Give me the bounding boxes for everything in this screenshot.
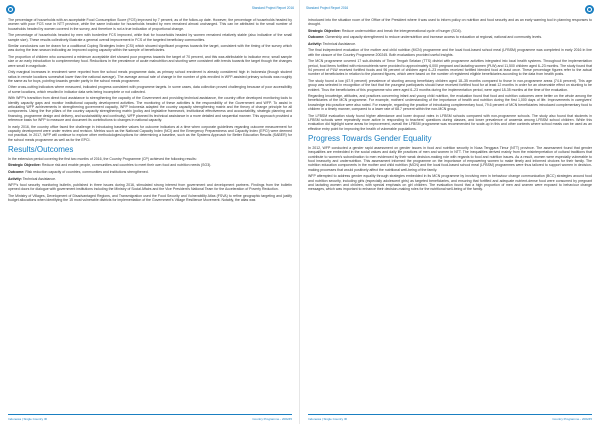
footer-rule xyxy=(308,414,592,415)
paragraph: In the extension period covering the first two months of 2016, the Country Programme (CP) achieved the following results: xyxy=(8,156,197,161)
activity xyxy=(8,177,292,181)
label: Outcome: xyxy=(308,35,325,40)
paragraph: The proportion of children who consumed a minimum acceptable diet showed poor progress towards the target of 70 percent, and this was attributable to indicator error, small sample size or an early introduction to complementary food. Reductions in the prevalence of acute malnutrition and stunting were consistent with trends towards the target though the changes were small in magnitude. xyxy=(8,54,292,68)
running-header: Standard Project Report 2016 xyxy=(306,6,349,10)
paragraph: Only marginal increases in enrolment were reported from the school meals programme data, as primary school enrolment is already considered high in Indonesia (though student ratios in remote locations somewhat lower than the national average). The average annual rate of change in the number of girls enrolled in WFP-assisted primary schools was roughly the same as for boys, pointing towards gender parity in the school meals programme. xyxy=(8,70,292,83)
paragraph: WFP's food security monitoring bulletin, published in three issues during 2016, stimulated strong interest from government and development partners. Findings from the bulletin opened doors for dialogue with government institutions including the Ministry of Social Affairs and the Vice President's National Team for the Acceleration of Poverty Reduction. xyxy=(8,183,292,192)
footer-right-text: Country Programme - 200245 xyxy=(252,417,292,421)
label: Outcome: xyxy=(8,169,25,174)
outcome xyxy=(308,35,592,39)
paragraph: In 2012, WFP conducted a gender rapid assessment on gender issues in food and nutrition security in Nusa Tenggara Timur (NTT) province. The assessment found that gender inequalities are embedded in the social values and daily life practices of men and women in NTT. The inequalities derived mainly from the misinterpretation of cultural traditions that contribute to women's subordination to men evidenced by their weak decision-making role with regards to food and nutrition issues. As a result, women were especially vulnerable to food insecurity and undernutrition. This assessment informed the programme on the importance of empowering women to make timely and informed choices for their family. The nutrition education components in the mother and child nutrition (MCN) and the local food-based school meal (LFBSM) programmes were thus tailored to support women in decision-making processes that would positively affect the nutritional well-being of the family. xyxy=(308,146,592,172)
gender-section-title: Progress Towards Gender Equality xyxy=(308,134,432,144)
value: Reduce undernutrition and break the intergenerational cycle of hunger (SO4). xyxy=(340,28,462,33)
left-page-content xyxy=(8,18,292,408)
paragraph: Similar conclusions can be drawn for a coalitional Coping Strategies Index (CSI) which showed significant progress towards the target, consistent with the timing of the survey which was during the lean season indicating an improved coping capacity within the sample of beneficiaries. xyxy=(8,44,292,53)
results-section-title: Results/Outcomes xyxy=(8,144,74,154)
left-footer xyxy=(0,414,300,424)
paragraph: The MCN programme covered 17 sub-districts of Timor Tengah Selatan (TTS) district with programme activities integrated into local health systems. Throughout the implementation period, food items fortified with micronutrients were provided to approximately 6,000 pregnant and lactating women (PLW) and 11,500 children aged 6–23 months. The study found that 94 percent of PLW received fortified foods and 96 percent of children aged 6–23 months received fortified blended food at least once. These percentage figures refer to the actual number of beneficiaries in relation to the planned figures, which were based on the number of registered eligible beneficiaries according to the data from health posts. xyxy=(308,59,592,77)
running-header: Standard Project Report 2016 xyxy=(251,6,294,10)
strategic-objective xyxy=(308,29,592,33)
footer-rule xyxy=(8,414,292,415)
wfp-logo-icon xyxy=(585,5,594,14)
paragraph: The percentage of households with an acceptable Food Consumption Score (FCS) improved by 7 percent, as of the follow-up date. However, the percentage of households headed by women with poor FCS rose in NTT province, while the same indicator for households headed by men remained almost unchanged. This can be attributed to the small number of households headed by women covered in the survey, and therefore is not a true indication of proportional change. xyxy=(8,18,292,31)
paragraph: WFP attempted to address gender equality through strategies embedded in its MCN programme by involving men in behaviour change communication (BCC) strategies around food and nutrition security, including girls (especially adolescent girls) as targeted beneficiaries, and ensuring that fortified and adequate nutrient-dense food were consumed by pregnant and lactating women and children, with special emphasis on girl children. The evaluation found that a high proportion of men and women were exposed to behaviour change messages, which was important to enhance their decision-making roles for the nutritional well-being of the family. xyxy=(308,174,592,192)
value: Technical Assistance. xyxy=(21,176,56,181)
right-page xyxy=(300,0,600,424)
wfp-logo-icon xyxy=(6,5,15,14)
right-page-content xyxy=(308,18,592,408)
paragraph: The LFBSM evaluation study found higher attendance and lower dropout rates in LFBSM schools compared with non-programme schools. The study also found that students in LFBSM schools were repeatedly more active in responding to teachers' questions during classes, and lower prevalence of anaemia among LFBSM school children. While this evaluation did highlight some areas for improvement, overall the LFBSM programme was recommended for scale-up in this and other contexts where school meals can be used as an effective entry point for improving the health of vulnerable populations. xyxy=(308,113,592,131)
paragraph: The final independent evaluation of the mother and child nutrition (MCN) programme and the local food-based school meal (LFBSM) programme was completed in early 2016 in line with the closure of the Country Programme 200245. Both evaluations provided useful insights. xyxy=(308,48,592,57)
label: Activity: xyxy=(8,176,22,181)
right-footer xyxy=(300,414,600,424)
paragraph: With WFP's transition from direct food assistance to strengthening the capacity of the Government and providing technical assistance, the country office developed monitoring tools to identify capacity gaps and monitor institutional capacity development activities. The monitoring of these activities is the responsibility of the Government and WFP. To assist in articulating WFP achievements in strengthening government capacity, WFP Indonesia adapted the country capacity strengthening matrix and the theory of change principle for all components. Using the five pillars of the country capacity strengthening matrix (policy and legislative framework, institutional effectiveness and accountability, strategic planning and financing, programme design and delivery, and sustainability and continuity), WFP planned its technical assistance in a more detailed and sequential manner. This approach provided a reference basis for WFP to measure and document its contributions to changes in national capacity. xyxy=(8,96,292,122)
footer-right-text: Country Programme - 200245 xyxy=(552,417,592,421)
value: Reduce risk and enable people, communities and countries to meet their own food and nutrition needs (SO3). xyxy=(40,163,212,168)
value: Risk reduction capacity of countries, communities and institutions strengthened. xyxy=(24,169,149,174)
paragraph: In early 2016, the country office faced the challenge in introducing baseline values for outcome indicators at a time when corporate guidelines regarding outcome measurement for capacity development were under review and revision. Metrics such as the National Capacity Index (NCI) and the Emergency Preparedness and Capacity Index (EPCI) were deemed not practical. In 2017, WFP will continue to explore other methodologies/options for determining a baseline, such as the Systems Approach for Better Education Results (SABER) for the school meals programme as well as for the EPCI. xyxy=(8,124,292,142)
outcome xyxy=(8,170,292,174)
activity xyxy=(308,42,592,46)
value: Ownership and capacity strengthened to reduce undernutrition and increase access to education at regional, national and community levels. xyxy=(324,35,543,40)
label: Strategic Objective: xyxy=(308,28,341,33)
strategic-objective xyxy=(8,163,292,167)
value: Technical Assistance. xyxy=(321,41,356,46)
label: Activity: xyxy=(308,41,322,46)
paragraph: The percentage of households headed by men with borderline FCS improved, while that for households headed by women remained relatively stable (also indicative of the small sample size). These results collectively illustrate a general overall improvement in FCS of the targeted beneficiary communities. xyxy=(8,33,292,42)
paragraph: The study found a low (67.9 percent) prevalence of stunting among beneficiary children aged 18–35 months compared to those in non-programme areas (74.6 percent). This age group was selected in recognition of the fact that the youngest participants should have received fortified food for at least 12 months in order for an observable effect on stunting to be evident. Thus the beneficiaries of this programme who were aged 6–23 months during the implementation period, were aged 18-35 months at the time of the evaluation. xyxy=(308,78,592,92)
footer-left-text: Indonesia | Single Country IR xyxy=(308,417,347,421)
paragraph: Other cross-cutting indicators where measured, indicated progress consistent with programme targets. In some cases, data collection proved challenging because of poor accessibility of some locations, which resulted in indicator data sets being incomplete or not collected. xyxy=(8,85,292,94)
paragraph: Regarding knowledge, attitudes, and practices concerning infant and young child nutrition, the evaluation found that food and nutrition outcomes were better on the whole among the beneficiaries of the MCN programme. For example, mothers' understanding of the importance of health and nutrition during the first 1,000 days of life. Improvements in caregivers' knowledge into practice were also noted. For example, regarding the practice of introducing complementary food, 79.6 percent of MCN beneficiaries introduced complementary food to children in a timely manner, compared to a lower rate of 68.7 percent within the non-MCN group. xyxy=(308,94,592,112)
label: Strategic Objective: xyxy=(8,163,41,168)
footer-left-text: Indonesia | Single Country IR xyxy=(8,417,47,421)
paragraph: The Ministry of Villages, Development of Disadvantaged Regions, and Transmigration used the Food Security and Vulnerability Atlas (FSVA) to refine geographic targeting and justify budget allocations when identifying the 15 most vulnerable districts for implementation of the Government's Village Resilience Movement. Notably, the atlas was xyxy=(8,193,292,203)
paragraph: introduced into the situation room of the Office of the President where it was used to inform policy on nutrition and food security and as an early warning tool in planning responses to drought. xyxy=(308,18,592,27)
